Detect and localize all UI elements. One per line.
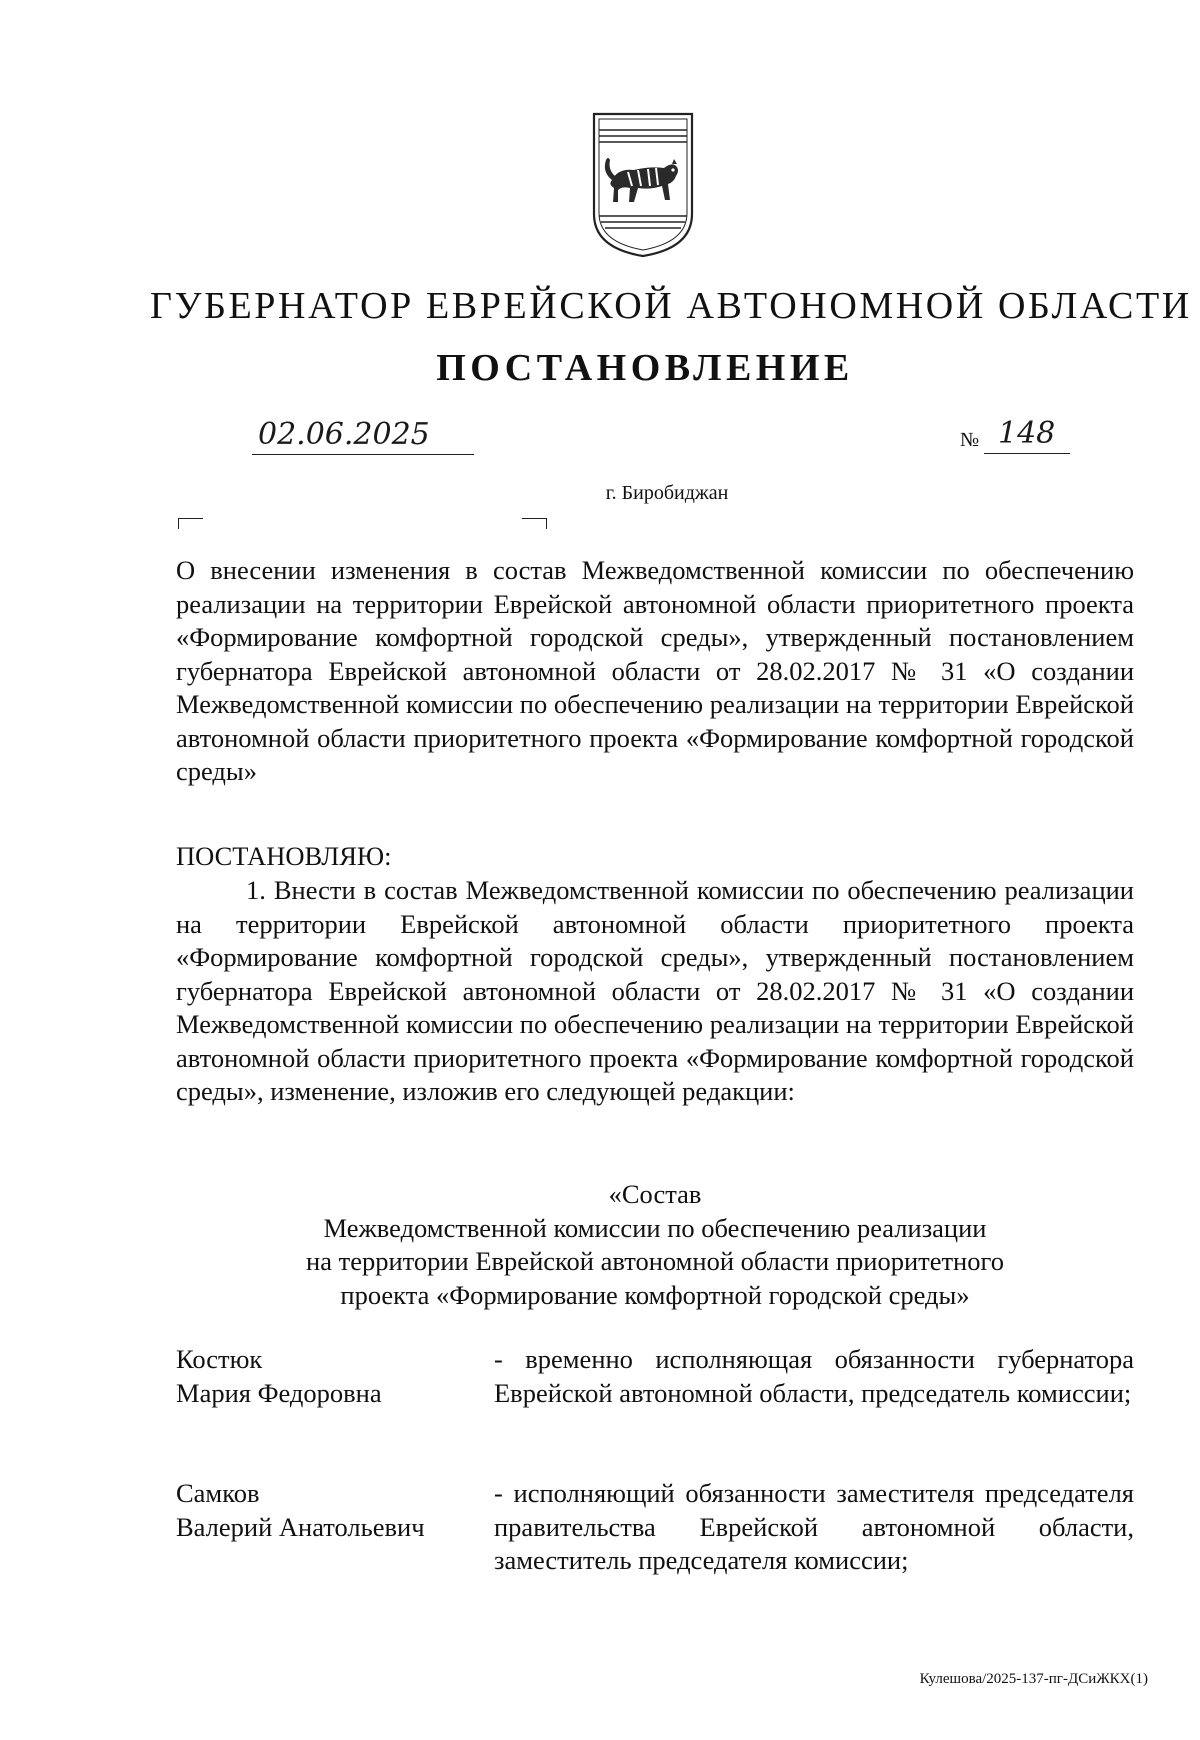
issuing-authority: ГУБЕРНАТОР ЕВРЕЙСКОЙ АВТОНОМНОЙ ОБЛАСТИ bbox=[150, 285, 1192, 327]
place-of-issue: г. Биробиджан bbox=[605, 482, 729, 504]
composition-line-2: Межведомственной комиссии по обеспечению реализации bbox=[323, 1212, 987, 1243]
number-line bbox=[984, 417, 1070, 454]
resolve-heading: ПОСТАНОВЛЯЮ: bbox=[176, 841, 392, 871]
title-corner-mark-right bbox=[522, 518, 547, 529]
handwritten-number: 148 bbox=[998, 416, 1056, 451]
member-surname: Самков bbox=[176, 1478, 260, 1508]
document-type: ПОСТАНОВЛЕНИЕ bbox=[436, 347, 854, 389]
item-1-paragraph: 1. Внести в состав Межведомственной комиссии по обеспечению реализации на территории Еврейской автономной области приоритетного проекта «Формирование комфортной городской среды», утвержденный постановлением губернатора Еврейской автономной области от 28.02.2017 № 31 «О создании Межведомственной комиссии по обеспечению реализации на территории Еврейской автономной области приоритетного проекта «Формирование комфортной городской среды», изменение, изложив его следующей редакции: bbox=[176, 875, 1134, 1106]
member-name bbox=[176, 1477, 476, 1544]
composition-line-4: проекта «Формирование комфортной городской среды» bbox=[340, 1279, 970, 1310]
footer-reference: Кулешова/2025-137-пг-ДСиЖКХ(1) bbox=[919, 1671, 1148, 1687]
member-role: - временно исполняющая обязанности губернатора Еврейской автономной области, председатель комиссии; bbox=[494, 1344, 1134, 1408]
member-surname: Костюк bbox=[176, 1344, 263, 1374]
member-role: - исполняющий обязанности заместителя председателя правительства Еврейской автономной области, заместитель председателя комиссии; bbox=[494, 1478, 1134, 1575]
handwritten-date: 02.06.2025 bbox=[258, 417, 430, 452]
coat-of-arms-icon bbox=[588, 110, 698, 260]
member-given-names: Мария Федоровна bbox=[176, 1377, 382, 1408]
member-given-names: Валерий Анатольевич bbox=[176, 1511, 425, 1542]
number-sign: № bbox=[960, 429, 980, 451]
composition-line-1: «Состав bbox=[608, 1179, 702, 1209]
composition-heading bbox=[176, 1178, 1134, 1312]
title-corner-mark-left bbox=[178, 518, 203, 529]
date-field bbox=[252, 418, 474, 455]
member-name bbox=[176, 1343, 476, 1410]
document-title: О внесении изменения в состав Межведомственной комиссии по обеспечению реализации на территории Еврейской автономной области приоритетного проекта «Формирование комфортной городской среды», утвержденный постановлением губернатора Еврейской автономной области от 28.02.2017 № 31 «О создании Межведомственной комиссии по обеспечению реализации на территории Еврейской автономной области приоритетного проекта «Формирование комфортной городской среды» bbox=[176, 555, 1134, 786]
composition-line-3: на территории Еврейской автономной области приоритетного bbox=[306, 1246, 1004, 1276]
